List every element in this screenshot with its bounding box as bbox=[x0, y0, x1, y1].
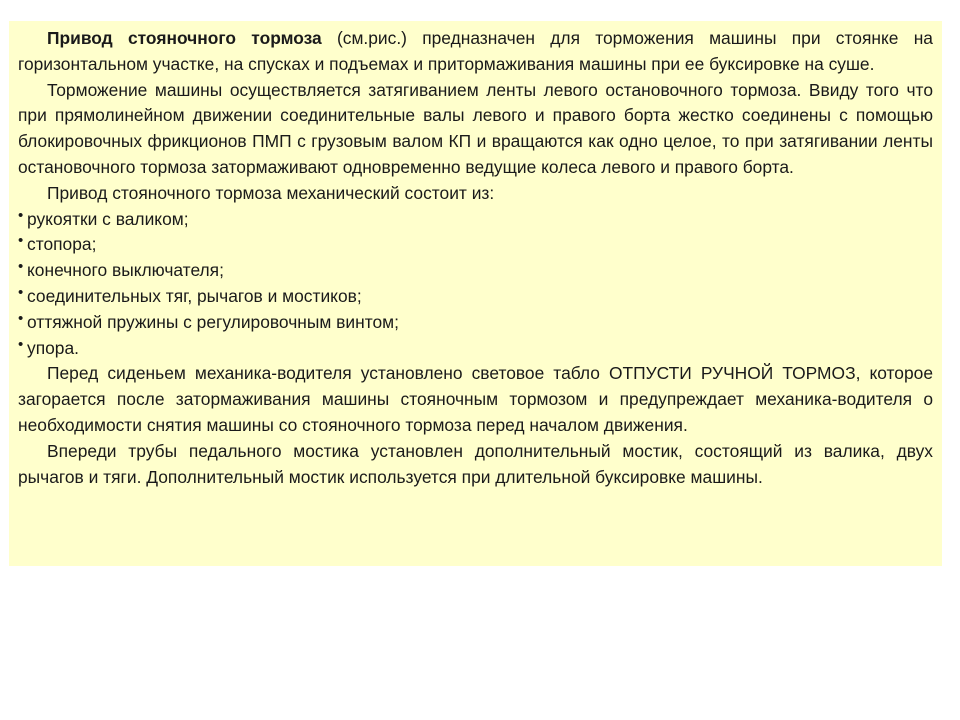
paragraph-extra-bridge: Впереди трубы педального мостика установлен дополнительный мостик, состоящий из валика, двух рычагов и тяги. Дополнительный мостик используется при длительной буксировке машины. bbox=[18, 440, 933, 487]
paragraph-warning-light: Перед сиденьем механика-водителя установлено световое табло ОТПУСТИ РУЧНОЙ ТОРМОЗ, которое загорается после затормаживания машины стояночным тормозом и предупреждает механика-водителя о необходимости снятия машины со стояночного тормоза перед началом движения. bbox=[18, 363, 933, 435]
list-item bbox=[18, 232, 933, 258]
list-item-text: оттяжной пружины с регулировочным винтом; bbox=[27, 311, 399, 332]
bullet-icon: • bbox=[18, 335, 24, 353]
bullet-icon: • bbox=[18, 206, 24, 224]
list-item bbox=[18, 310, 933, 336]
paragraph-braking: Торможение машины осуществляется затягиванием ленты левого остановочного тормоза. Ввиду того что при прямолинейном движении соединительные валы левого и правого борта жестко соединены с помощью блокировочных фрикционов ПМП с грузовым валом КП и вращаются как одно целое, то при затягивании ленты остановочного тормоза затормаживают одновременно ведущие колеса левого и правого борта. bbox=[18, 79, 933, 177]
list-item-text: упора. bbox=[27, 337, 79, 358]
paragraph-composition: Привод стояночного тормоза механический состоит из: bbox=[47, 182, 495, 203]
list-item bbox=[18, 336, 933, 362]
paragraph-purpose bbox=[18, 26, 933, 78]
list-item bbox=[18, 284, 933, 310]
paragraph-purpose-text: (см.рис.) предназначен для торможения машины при стоянке на горизонтальном участке, на спусках и подъемах и притормаживания машины при ее буксировке на суше. bbox=[18, 28, 933, 74]
list-item bbox=[18, 207, 933, 233]
list-item-text: стопора; bbox=[27, 234, 97, 255]
bullet-icon: • bbox=[18, 309, 24, 327]
paragraph-purpose-heading: Привод стояночного тормоза bbox=[47, 28, 322, 48]
list-item-text: соединительных тяг, рычагов и мостиков; bbox=[27, 285, 362, 306]
list-item-text: конечного выключателя; bbox=[27, 260, 224, 281]
component-list bbox=[18, 207, 933, 362]
bullet-icon: • bbox=[18, 232, 24, 250]
text-box bbox=[9, 21, 942, 566]
list-item-text: рукоятки с валиком; bbox=[27, 208, 189, 229]
bullet-icon: • bbox=[18, 283, 24, 301]
list-item bbox=[18, 258, 933, 284]
bullet-icon: • bbox=[18, 258, 24, 276]
